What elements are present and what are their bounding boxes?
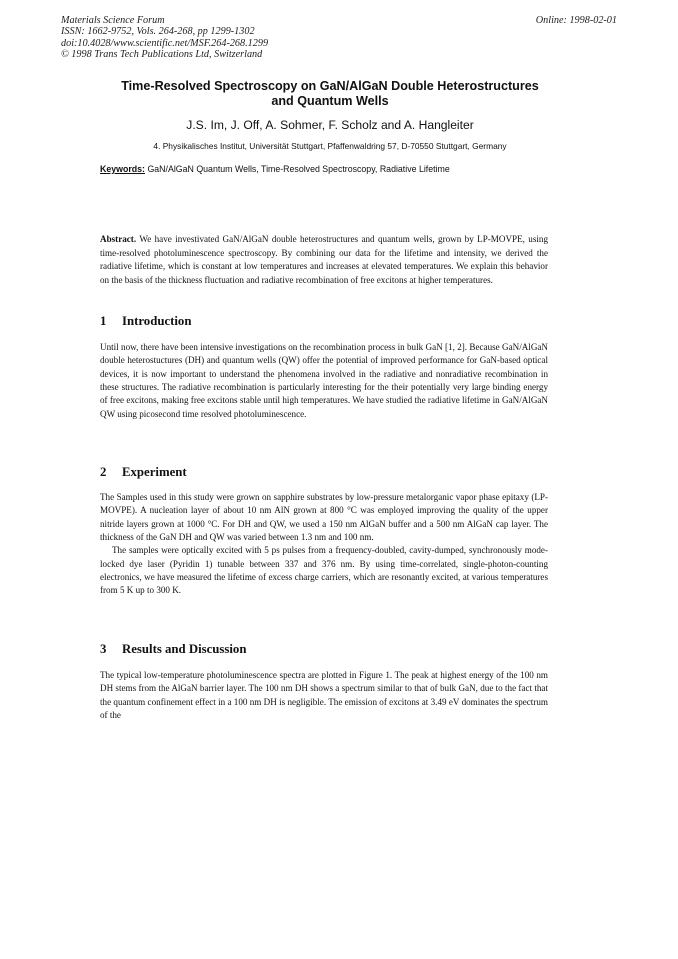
section-title: Results and Discussion xyxy=(122,642,247,656)
section-body-introduction xyxy=(100,341,548,421)
section-number: 1 xyxy=(100,314,107,328)
author-list: J.S. Im, J. Off, A. Sohmer, F. Scholz and A. Hangleiter xyxy=(186,118,474,132)
abstract xyxy=(100,233,548,287)
paragraph: The samples were optically excited with 5 ps pulses from a frequency-doubled, cavity-dumped, synchronously mode-locked dye laser (Pyridin 1) tunable between 337 and 376 nm. By using time-correlated, single-photon-counting electronics, we have measured the lifetime of excess charge carriers, which are resonantly excited, at various temperatures from 5 K up to 300 K. xyxy=(100,545,548,596)
title-line-1: Time-Resolved Spectroscopy on GaN/AlGaN Double Heterostructures xyxy=(121,79,539,93)
affiliation: 4. Physikalisches Institut, Universität Stuttgart, Pfaffenwaldring 57, D-70550 Stuttgart, Germany xyxy=(153,141,507,151)
section-heading-introduction xyxy=(100,314,191,329)
section-body-results xyxy=(100,669,548,722)
title-line-2: and Quantum Wells xyxy=(271,94,389,109)
online-date: Online: 1998-02-01 xyxy=(535,15,617,26)
section-number: 3 xyxy=(100,642,107,656)
section-number: 2 xyxy=(100,465,107,479)
doi-link[interactable]: doi:10.4028/www.scientific.net/MSF.264-268.1299 xyxy=(61,37,269,49)
section-body-experiment xyxy=(100,491,548,598)
section-title: Experiment xyxy=(122,465,187,479)
paper-title xyxy=(90,79,570,109)
journal-name: Materials Science Forum xyxy=(61,15,165,26)
abstract-label: Abstract. xyxy=(100,234,137,244)
paragraph: Until now, there have been intensive investigations on the recombination process in bulk GaN [1, 2]. Because GaN/AlGaN double heterostuctures (DH) and quantum wells (QW) offer the potential of improved performance for GaN-based optical devices, it is now important to understand the phenomena involved in the radiative and nonradiative recombination in these structures. The radiative recombination is particularly interesting for the their potentially very large binding energy of free excitons, making free excitons stable until high temperatures. We have studied the radiative lifetime in GaN/AlGaN QW using picosecond time resolved photoluminescence. xyxy=(100,342,548,419)
keywords-label: Keywords: xyxy=(100,164,145,174)
section-title: Introduction xyxy=(122,314,192,328)
keywords xyxy=(100,164,570,175)
copyright-line: © 1998 Trans Tech Publications Ltd, Switzerland xyxy=(61,49,263,61)
keywords-text: GaN/AlGaN Quantum Wells, Time-Resolved Spectroscopy, Radiative Lifetime xyxy=(147,164,450,174)
abstract-text: We have investivated GaN/AlGaN double heterostructures and quantum wells, grown by LP-MOVPE, using time-resolved photoluminescence spectroscopy. By combining our data for the lifetime and intensity, we derived the radiative lifetime, which is constant at low temperatures and increases at elevated temperatures. We explain this behavior on the basis of the thickness fluctuation and radiative recombination of free excitons at higher temperatures. xyxy=(100,234,549,285)
section-heading-experiment xyxy=(100,465,187,480)
journal-header xyxy=(61,15,617,61)
paragraph: The Samples used in this study were grown on sapphire substrates by low-pressure metalorganic vapor phase epitaxy (LP-MOVPE). A nucleation layer of about 10 nm AlN grown at 800 °C was employed improving the quality of the upper nitride layers grown at 1000 °C. For DH and QW, we used a 150 nm AlGaN buffer and a 500 nm AlGaN cap layer. The thickness of the GaN DH and QW was varied between 1.3 nm and 100 nm. xyxy=(100,492,548,543)
issn-line: ISSN: 1662-9752, Vols. 264-268, pp 1299-1302 xyxy=(61,26,255,38)
section-heading-results xyxy=(100,642,246,657)
paragraph: The typical low-temperature photoluminescence spectra are plotted in Figure 1. The peak at highest energy of the 100 nm DH stems from the AlGaN barrier layer. The 100 nm DH shows a spectrum similar to that of bulk GaN, due to the fact that the quantum confinement effect in a 100 nm DH is negligible. The emission of excitons at 3.49 eV dominates the spectrum of the xyxy=(100,670,548,721)
